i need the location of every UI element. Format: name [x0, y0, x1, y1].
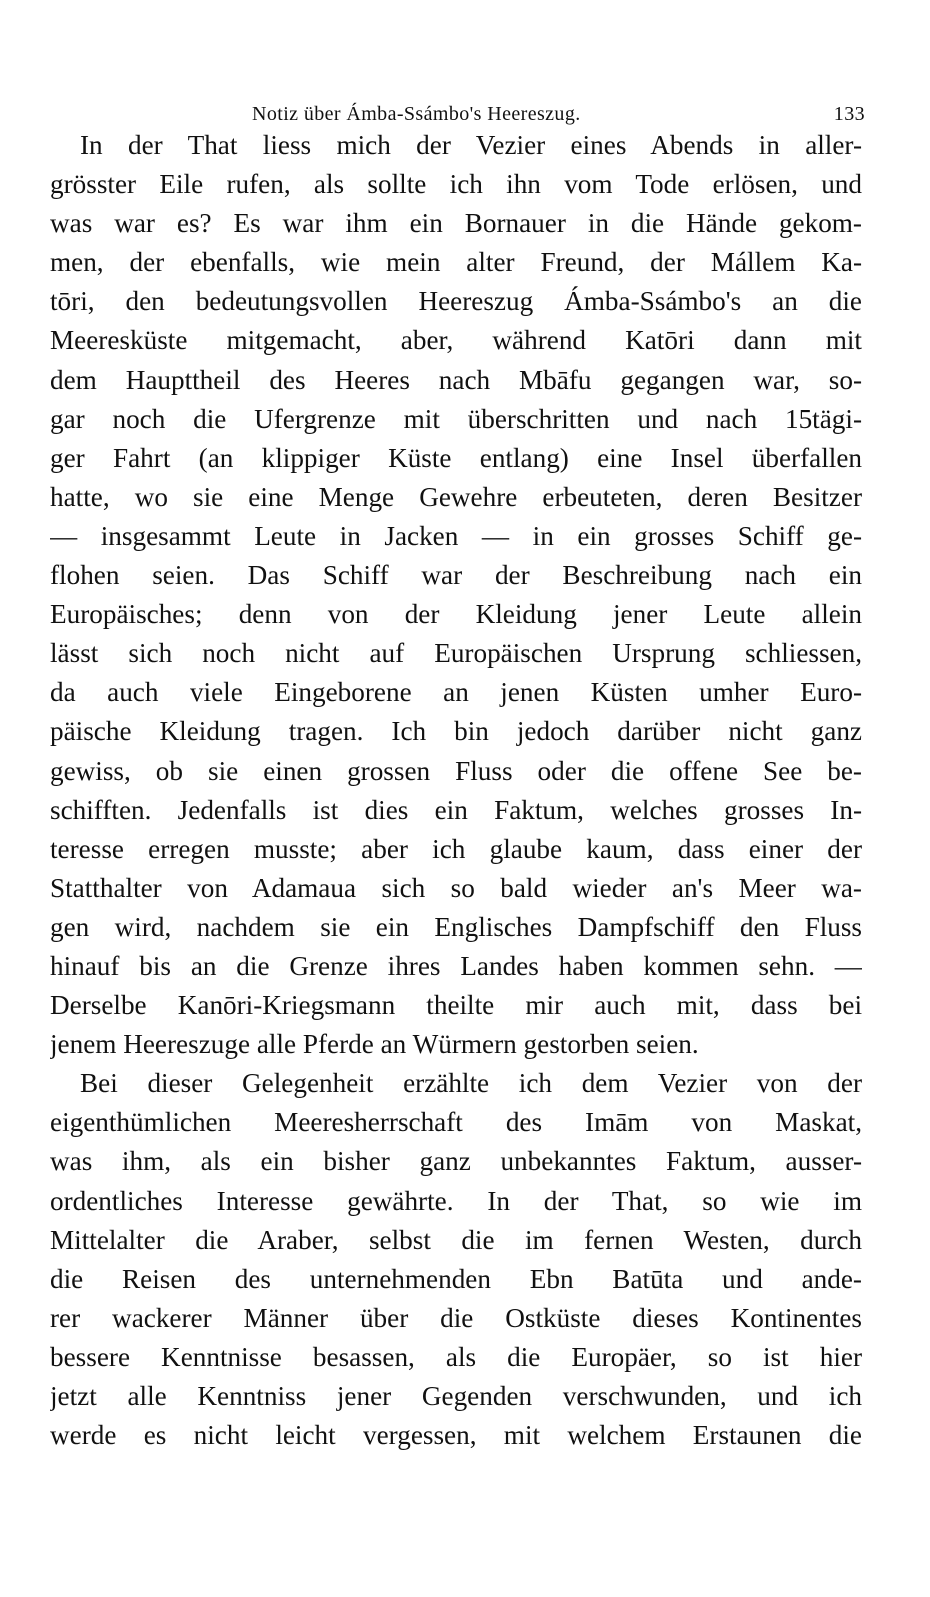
text-line: eigenthümlichen Meeresherrschaft des Imām von Maskat,: [50, 1107, 862, 1138]
text-line: gen wird, nachdem sie ein Englisches Dampfschiff den Fluss: [50, 911, 862, 942]
text-line: ger Fahrt (an klippiger Küste entlang) eine Insel überfallen: [50, 442, 862, 473]
text-line: werde es nicht leicht vergessen, mit welchem Erstaunen die: [50, 1420, 862, 1451]
text-line: ordentliches Interesse gewährte. In der That, so wie im: [50, 1185, 862, 1216]
text-line: In der That liess mich der Vezier eines Abends in aller-: [80, 130, 862, 160]
text-line: men, der ebenfalls, wie mein alter Freund, der Mállem Ka-: [50, 247, 862, 278]
text-line: jetzt alle Kenntniss jener Gegenden verschwunden, und ich: [50, 1381, 862, 1411]
text-line: Bei dieser Gelegenheit erzählte ich dem Vezier von der: [80, 1068, 862, 1099]
text-line: dem Haupttheil des Heeres nach Mbāfu gegangen war, so-: [50, 364, 862, 395]
text-line: teresse erregen musste; aber ich glaube kaum, dass einer der: [50, 833, 862, 864]
text-line: lässt sich noch nicht auf Europäischen Ursprung schliessen,: [50, 638, 862, 669]
text-line: was war es? Es war ihm ein Bornauer in die Hände gekom-: [50, 208, 862, 239]
text-line: bessere Kenntnisse besassen, als die Europäer, so ist hier: [50, 1341, 862, 1372]
text-line: gewiss, ob sie einen grossen Fluss oder die offene See be-: [50, 755, 862, 786]
text-line: da auch viele Eingeborene an jenen Küsten umher Euro-: [50, 677, 862, 708]
text-line: hatte, wo sie eine Menge Gewehre erbeuteten, deren Besitzer: [50, 481, 862, 512]
text-line: was ihm, als ein bisher ganz unbekanntes Faktum, ausser-: [50, 1146, 862, 1177]
text-line: grösster Eile rufen, als sollte ich ihn vom Tode erlösen, und: [50, 169, 862, 200]
text-line: Statthalter von Adamaua sich so bald wieder an's Meer wa-: [50, 872, 862, 903]
text-line: Mittelalter die Araber, selbst die im fernen Westen, durch: [50, 1224, 862, 1255]
text-line: — insgesammt Leute in Jacken — in ein grosses Schiff ge-: [50, 520, 862, 551]
text-line: schifften. Jedenfalls ist dies ein Faktum, welches grosses In-: [50, 794, 862, 825]
text-line: tōri, den bedeutungsvollen Heereszug Ámba-Ssámbo's an die: [50, 286, 862, 317]
page-number: 133: [833, 103, 865, 125]
text-line: jenem Heereszuge alle Pferde an Würmern gestorben seien.: [50, 1029, 699, 1060]
text-line: rer wackerer Männer über die Ostküste dieses Kontinentes: [50, 1302, 862, 1333]
body-text: [50, 126, 862, 1455]
text-line: Derselbe Kanōri-Kriegsmann theilte mir auch mit, dass bei: [50, 990, 862, 1021]
text-line: flohen seien. Das Schiff war der Beschreibung nach ein: [50, 560, 862, 591]
text-line: Meeresküste mitgemacht, aber, während Katōri dann mit: [50, 325, 862, 356]
text-line: päische Kleidung tragen. Ich bin jedoch darüber nicht ganz: [50, 716, 862, 747]
text-line: hinauf bis an die Grenze ihres Landes haben kommen sehn. —: [50, 950, 862, 981]
text-line: die Reisen des unternehmenden Ebn Batūta und ande-: [50, 1263, 862, 1294]
running-title: Notiz über Ámba-Ssámbo's Heereszug.: [252, 103, 581, 125]
text-line: gar noch die Ufergrenze mit überschritten und nach 15tägi-: [50, 403, 862, 434]
text-line: Europäisches; denn von der Kleidung jener Leute allein: [50, 599, 862, 630]
